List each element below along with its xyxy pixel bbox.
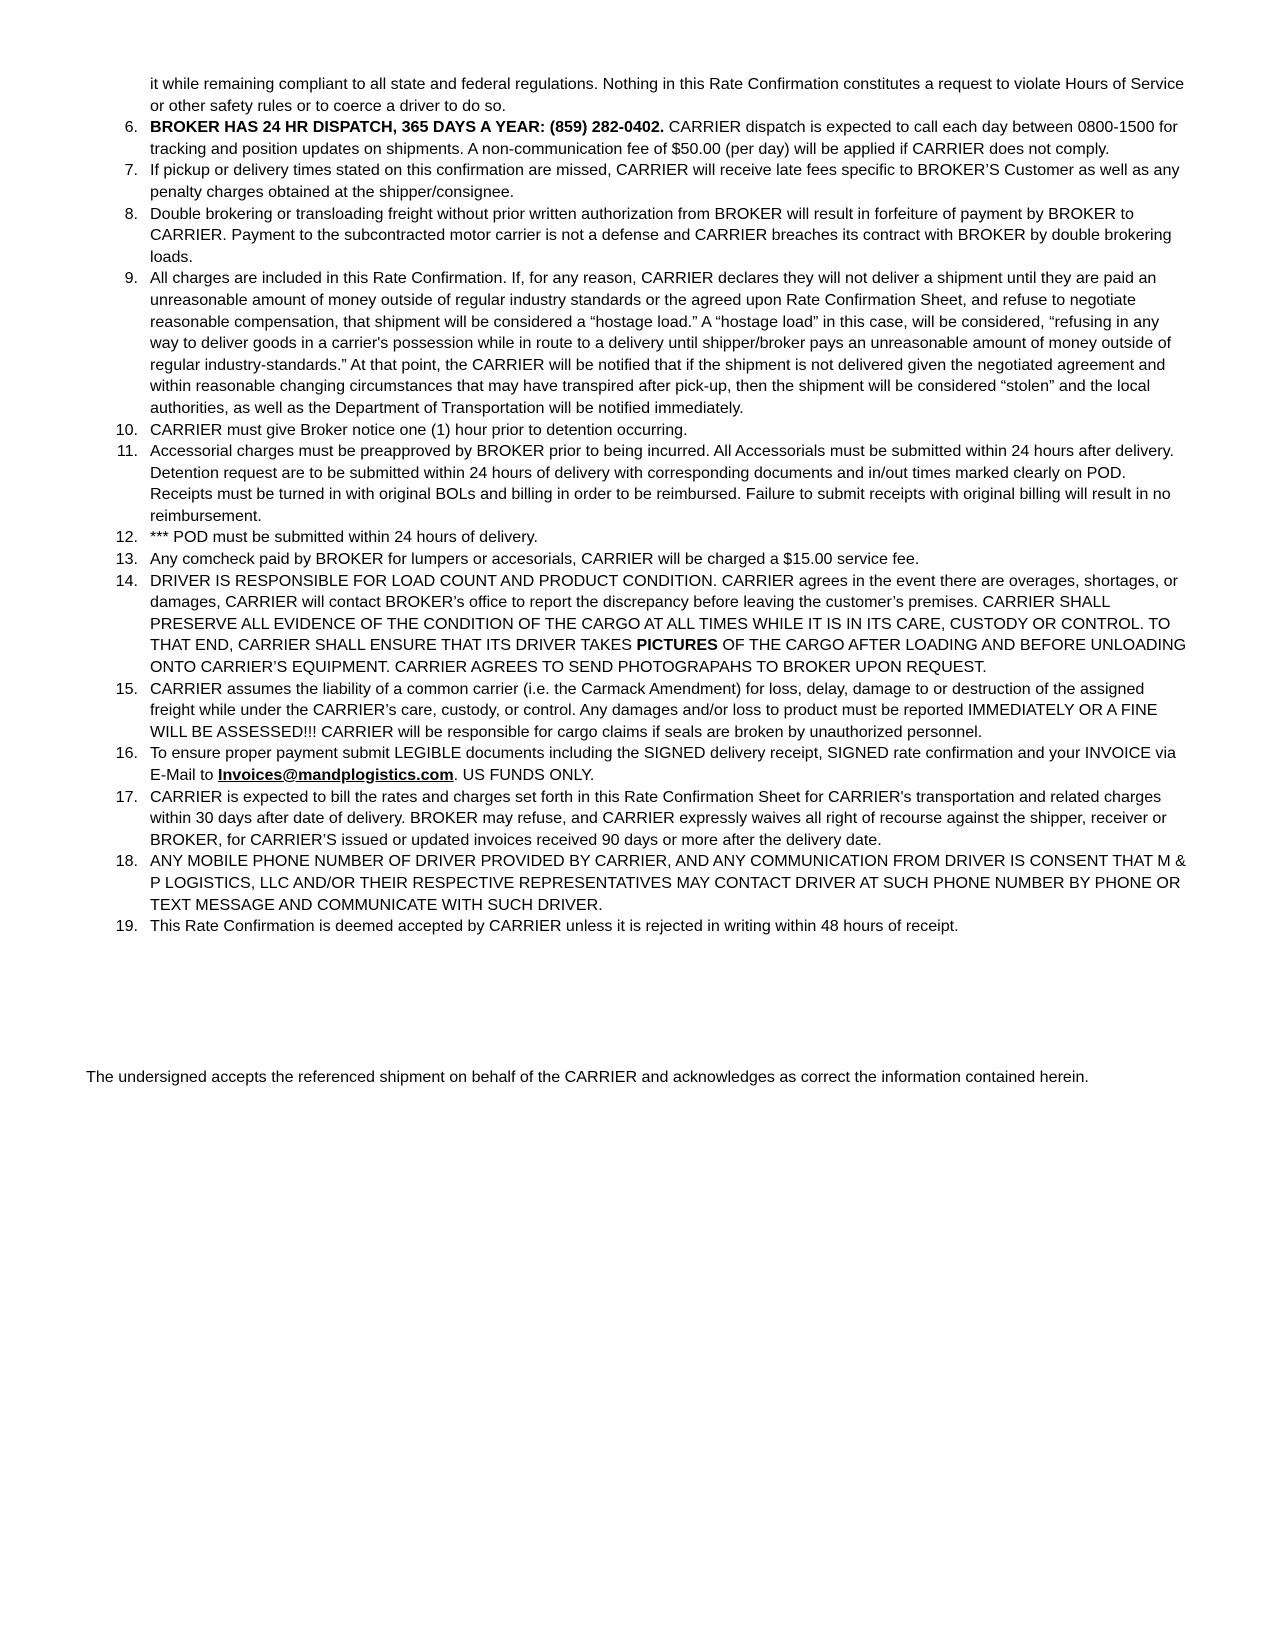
clause-text: All charges are included in this Rate Confirmation. If, for any reason, CARRIER declares they will not deliver a shipment until they are paid an unreasonable amount of money outside of regular industry standards or the agreed upon Rate Confirmation Sheet, and refuse to negotiate reasonable compensation, that shipment will be considered a “hostage load.” A “hostage load” in this case, will be considered, “refusing in any way to deliver goods in a carrier's possession while in route to a delivery until shipper/broker pays an unreasonable amount of money outside of regular industry-standards.” At that point, the CARRIER will be notified that if the shipment is not delivered given the negotiated agreement and within reasonable changing circumstances that may have transpired after pick-up, then the shipment will be considered “stolen” and the local authorities, as well as the Department of Transportation will be notified immediately. xyxy=(150,269,1172,417)
list-item xyxy=(80,74,1190,117)
clause-number: 19. xyxy=(115,917,138,936)
clause-number: 18. xyxy=(115,852,138,871)
clause-text: it while remaining compliant to all state and federal regulations. Nothing in this Rate Confirmation constitutes a request to violate Hours of Service or other safety rules or to coerce a driver to do so. xyxy=(150,75,1185,115)
list-item xyxy=(80,420,1190,442)
clause-text: CARRIER assumes the liability of a common carrier (i.e. the Carmack Amendment) for loss, delay, damage to or destruction of the assigned freight while under the CARRIER’s care, custody, or control. Any damages and/or loss to product must be reported IMMEDIATELY OR A FINE WILL BE ASSESSED!!! CARRIER will be responsible for cargo claims if seals are broken by unauthorized personnel. xyxy=(150,679,1158,741)
list-item xyxy=(80,160,1190,203)
clause-text: Double brokering or transloading freight without prior written authorization from BROKER will result in forfeiture of payment by BROKER to CARRIER. Payment to the subcontracted motor carrier is not a defense and CARRIER breaches its contract with BROKER by double brokering loads. xyxy=(150,204,1172,266)
clause-text: DRIVER IS RESPONSIBLE FOR LOAD COUNT AND PRODUCT CONDITION. CARRIER agrees in the event there are overages, shortages, or damages, CARRIER will contact BROKER’s office to report the discrepancy before leaving the customer’s premises. CARRIER SHALL PRESERVE ALL EVIDENCE OF THE CONDITION OF THE CARGO AT ALL TIMES WHILE IT IS IN ITS CARE, CUSTODY OR CONTROL. TO THAT END, CARRIER SHALL ENSURE THAT ITS DRIVER TAKES xyxy=(150,571,1178,655)
clause-text: This Rate Confirmation is deemed accepted by CARRIER unless it is rejected in writing within 48 hours of receipt. xyxy=(150,917,959,936)
list-item xyxy=(80,549,1190,571)
clause-text: *** POD must be submitted within 24 hours of delivery. xyxy=(150,528,538,547)
clause-text: If pickup or delivery times stated on this confirmation are missed, CARRIER will receive late fees specific to BROKER’S Customer as well as any penalty charges obtained at the shipper/consignee. xyxy=(150,161,1180,201)
clause-text: CARRIER dispatch is expected to call each day between 0800-1500 for tracking and position updates on shipments. A non-communication fee of $50.00 (per day) will be applied if CARRIER does not comply. xyxy=(150,118,1178,158)
list-item xyxy=(80,204,1190,269)
pictures-emphasis: PICTURES xyxy=(636,636,718,655)
clause-number: 14. xyxy=(115,571,138,590)
list-item xyxy=(80,527,1190,549)
acceptance-statement: The undersigned accepts the referenced shipment on behalf of the CARRIER and acknowledges as correct the information contained herein. xyxy=(86,1068,1089,1086)
clause-number: 6. xyxy=(124,118,138,137)
list-item xyxy=(80,679,1190,744)
clause-number: 7. xyxy=(124,161,138,180)
clause-text: Any comcheck paid by BROKER for lumpers or accesorials, CARRIER will be charged a $15.00 service fee. xyxy=(150,550,920,569)
terms-list xyxy=(80,74,1190,938)
clause-text: To ensure proper payment submit LEGIBLE documents including the SIGNED delivery receipt, SIGNED rate confirmation and your INVOICE via E-Mail to xyxy=(150,744,1176,784)
clause-number: 11. xyxy=(116,442,138,461)
clause-text-continued: . US FUNDS ONLY. xyxy=(453,766,595,784)
clause-number: 8. xyxy=(124,204,138,223)
clause-text: CARRIER must give Broker notice one (1) hour prior to detention occurring. xyxy=(150,420,688,439)
clause-number: 15. xyxy=(115,679,138,698)
clause-text-continued: OF THE CARGO AFTER LOADING AND BEFORE UNLOADING ONTO CARRIER’S EQUIPMENT. CARRIER AGREES TO SEND PHOTOGRAPAHS TO BROKER UPON REQUEST. xyxy=(150,636,1187,677)
list-item xyxy=(80,268,1190,419)
clause-number: 12. xyxy=(115,528,138,547)
clause-text: Accessorial charges must be preapproved by BROKER prior to being incurred. All Accessorials must be submitted within 24 hours after delivery. Detention request are to be submitted within 24 hours of delivery with corresponding documents and in/out times marked clearly on POD. Receipts must be turned in with original BOLs and billing in order to be reimbursed. Failure to submit receipts with original billing will result in no reimbursement. xyxy=(150,442,1174,525)
clause-number: 16. xyxy=(115,744,138,763)
list-item xyxy=(80,851,1190,916)
list-item xyxy=(80,571,1190,679)
clause-number: 9. xyxy=(124,269,138,288)
list-item xyxy=(80,743,1190,786)
list-item xyxy=(80,441,1190,527)
clause-text: ANY MOBILE PHONE NUMBER OF DRIVER PROVIDED BY CARRIER, AND ANY COMMUNICATION FROM DRIVER IS CONSENT THAT M & P LOGISTICS, LLC AND/OR THEIR RESPECTIVE REPRESENTATIVES MAY CONTACT DRIVER AT SUCH PHONE NUMBER BY PHONE OR TEXT MESSAGE AND COMMUNICATE WITH SUCH DRIVER. xyxy=(150,852,1186,914)
clause-text: CARRIER is expected to bill the rates and charges set forth in this Rate Confirmation Sheet for CARRIER's transportation and related charges within 30 days after date of delivery. BROKER may refuse, and CARRIER expressly waives all right of recourse against the shipper, receiver or BROKER, for CARRIER’S issued or updated invoices received 90 days or more after the delivery date. xyxy=(150,787,1167,849)
invoice-email-link[interactable]: Invoices@mandplogistics.com xyxy=(217,766,454,784)
list-item xyxy=(80,117,1190,160)
list-item xyxy=(80,787,1190,852)
list-item xyxy=(80,916,1190,938)
clause-number: 13. xyxy=(115,550,138,569)
dispatch-heading: BROKER HAS 24 HR DISPATCH, 365 DAYS A YEAR: (859) 282-0402. xyxy=(150,118,665,137)
clause-number: 17. xyxy=(115,787,138,806)
clause-number: 10. xyxy=(115,420,138,439)
